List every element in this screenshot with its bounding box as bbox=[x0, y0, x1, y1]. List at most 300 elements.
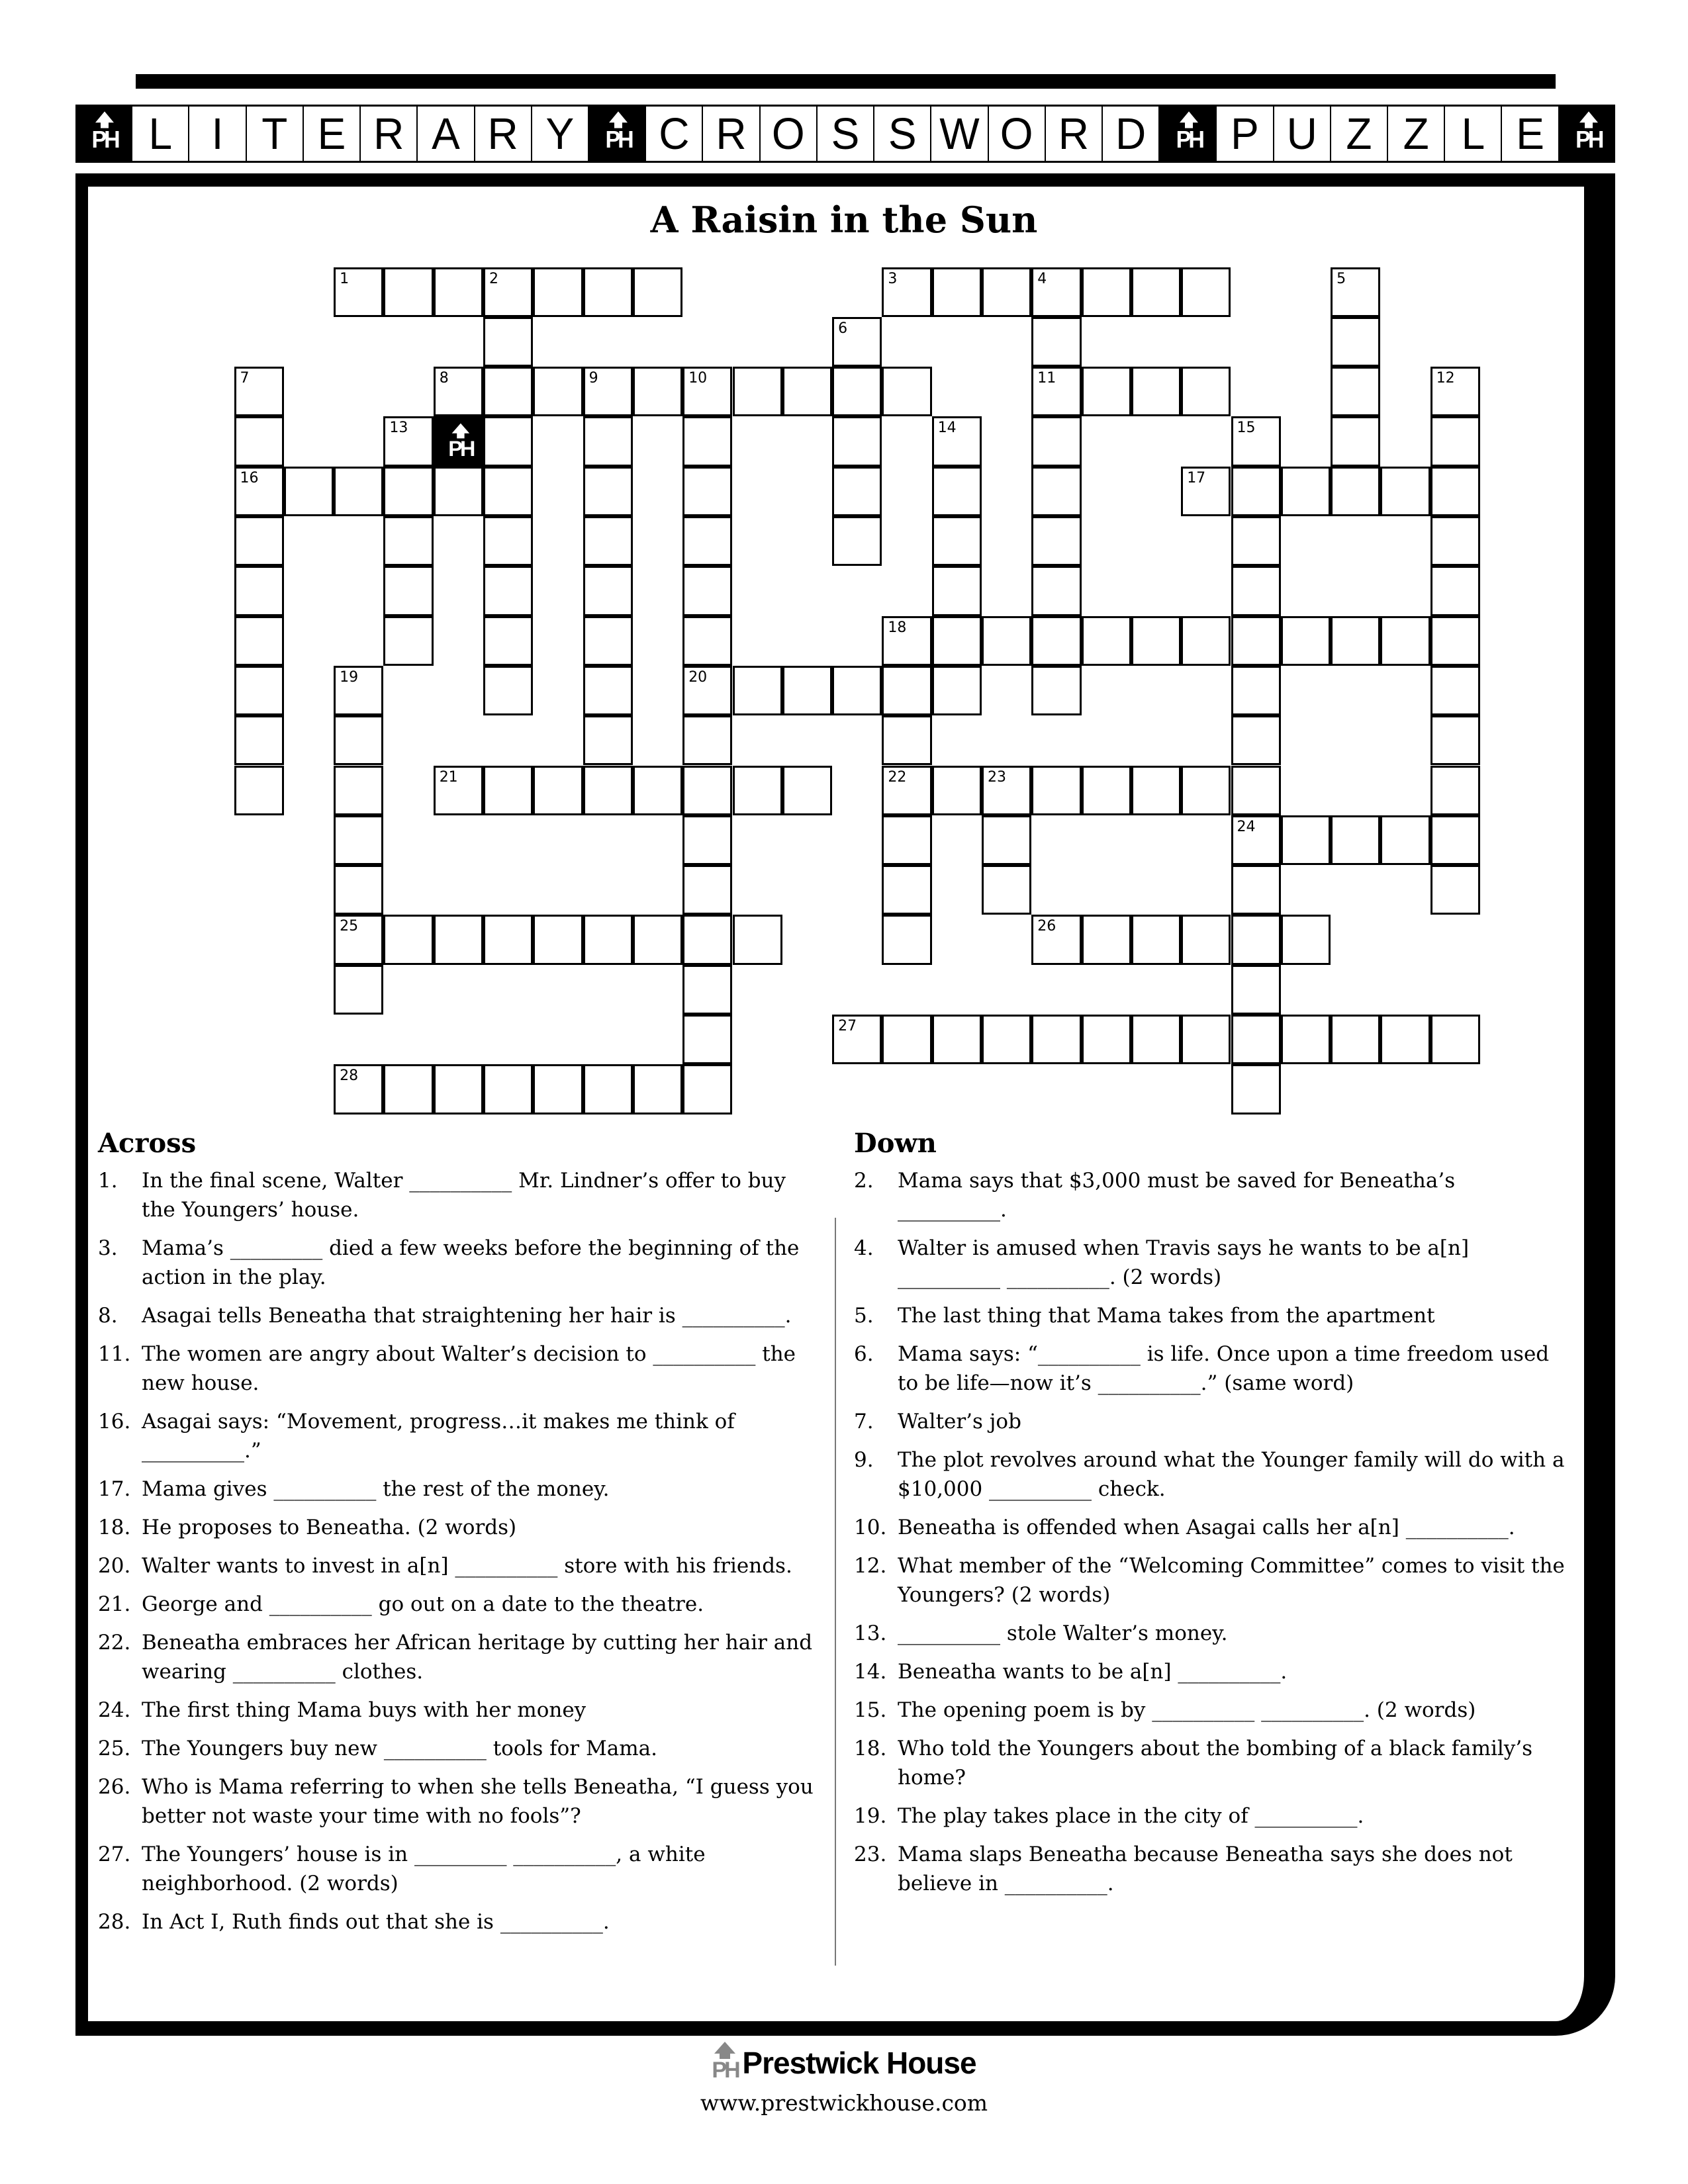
grid-cell[interactable] bbox=[1231, 566, 1281, 615]
grid-cell[interactable] bbox=[383, 267, 433, 317]
grid-cell[interactable] bbox=[832, 467, 882, 516]
clue-num: 26. bbox=[98, 1775, 131, 1799]
clue-num: 20. bbox=[98, 1554, 131, 1578]
across-heading: Across bbox=[98, 1128, 197, 1159]
grid-cell[interactable] bbox=[1380, 815, 1430, 865]
grid-cell[interactable] bbox=[1082, 766, 1131, 815]
grid-cell[interactable] bbox=[483, 317, 533, 367]
grid-cell[interactable] bbox=[633, 367, 682, 416]
grid-cell[interactable] bbox=[1430, 1015, 1480, 1064]
grid-cell[interactable] bbox=[1331, 267, 1380, 317]
grid-cell[interactable] bbox=[1031, 516, 1081, 566]
grid-cell[interactable] bbox=[1131, 915, 1181, 964]
grid-cell[interactable] bbox=[882, 267, 931, 317]
banner-letter-tile: L bbox=[1444, 105, 1501, 162]
ph-logo-icon: PH bbox=[90, 111, 117, 156]
clue-text: Who is Mama referring to when she tells Beneatha, “I guess you better not waste your time with no fools”? bbox=[142, 1775, 814, 1828]
clue-num: 14. bbox=[854, 1660, 887, 1684]
grid-cell[interactable] bbox=[334, 915, 383, 964]
grid-cell[interactable] bbox=[932, 616, 982, 666]
clue-number: 13 bbox=[389, 420, 408, 437]
grid-cell[interactable] bbox=[483, 915, 533, 964]
grid-cell[interactable] bbox=[1131, 367, 1181, 416]
grid-cell[interactable] bbox=[533, 766, 583, 815]
clue-text: The first thing Mama buys with her money bbox=[142, 1698, 586, 1722]
down-clue-list bbox=[854, 1166, 1569, 1898]
grid-cell[interactable] bbox=[1331, 367, 1380, 416]
clue-number: 9 bbox=[588, 370, 598, 387]
grid-cell[interactable] bbox=[583, 666, 633, 715]
banner-logo-tile bbox=[1558, 105, 1615, 162]
grid-cell[interactable] bbox=[682, 1064, 732, 1114]
down-clue-15 bbox=[854, 1696, 1569, 1725]
grid-cell[interactable] bbox=[1380, 467, 1430, 516]
grid-cell[interactable] bbox=[832, 666, 882, 715]
grid-cell[interactable] bbox=[932, 467, 982, 516]
clue-text: Beneatha is offended when Asagai calls her a[n] __________. bbox=[898, 1516, 1515, 1539]
grid-cell[interactable] bbox=[334, 467, 383, 516]
grid-cell[interactable] bbox=[234, 766, 284, 815]
grid-cell[interactable] bbox=[932, 766, 982, 815]
clue-num: 3. bbox=[98, 1236, 118, 1260]
clue-number: 11 bbox=[1037, 370, 1056, 387]
grid-cell[interactable] bbox=[1430, 715, 1480, 765]
grid-cell[interactable] bbox=[583, 715, 633, 765]
banner-letter-tile: A bbox=[416, 105, 473, 162]
grid-cell[interactable] bbox=[1231, 1064, 1281, 1114]
grid-cell[interactable] bbox=[483, 666, 533, 715]
across-clue-25 bbox=[98, 1734, 820, 1763]
grid-cell[interactable] bbox=[882, 915, 931, 964]
grid-cell[interactable] bbox=[1181, 915, 1231, 964]
clue-number: 2 bbox=[489, 270, 498, 287]
grid-cell[interactable] bbox=[782, 766, 832, 815]
clue-num: 17. bbox=[98, 1477, 131, 1501]
grid-cell[interactable] bbox=[682, 467, 732, 516]
grid-cell[interactable] bbox=[1231, 516, 1281, 566]
grid-cell[interactable] bbox=[1430, 616, 1480, 666]
grid-cell[interactable] bbox=[533, 915, 583, 964]
clue-num: 6. bbox=[854, 1342, 874, 1366]
grid-cell[interactable] bbox=[1430, 367, 1480, 416]
down-clues bbox=[854, 1125, 1569, 1907]
grid-cell[interactable] bbox=[434, 267, 483, 317]
banner-letter-tile: E bbox=[303, 105, 359, 162]
clue-text: The opening poem is by __________ __________. (2 words) bbox=[898, 1698, 1476, 1722]
clue-number: 8 bbox=[439, 370, 449, 387]
grid-cell[interactable] bbox=[483, 566, 533, 615]
grid-cell[interactable] bbox=[334, 865, 383, 915]
grid-cell[interactable] bbox=[633, 766, 682, 815]
grid-cell[interactable] bbox=[234, 715, 284, 765]
grid-cell[interactable] bbox=[483, 267, 533, 317]
grid-cell[interactable] bbox=[882, 865, 931, 915]
clue-num: 11. bbox=[98, 1342, 131, 1366]
banner-letter-tile: Y bbox=[531, 105, 588, 162]
grid-cell[interactable] bbox=[1181, 766, 1231, 815]
grid-cell[interactable] bbox=[1430, 516, 1480, 566]
down-clue-10 bbox=[854, 1513, 1569, 1542]
down-clue-18 bbox=[854, 1734, 1569, 1792]
grid-cell[interactable] bbox=[533, 267, 583, 317]
grid-cell[interactable] bbox=[1181, 367, 1231, 416]
grid-cell[interactable] bbox=[383, 516, 433, 566]
grid-cell[interactable] bbox=[832, 416, 882, 466]
grid-cell[interactable] bbox=[932, 566, 982, 615]
grid-cell[interactable] bbox=[1031, 766, 1081, 815]
grid-cell[interactable] bbox=[882, 666, 931, 715]
across-clue-list bbox=[98, 1166, 820, 1936]
grid-cell[interactable] bbox=[682, 1015, 732, 1064]
down-clue-14 bbox=[854, 1657, 1569, 1686]
footer-url[interactable]: www.prestwickhouse.com bbox=[700, 2090, 988, 2116]
grid-cell[interactable] bbox=[1430, 467, 1480, 516]
clue-text: __________ stole Walter’s money. bbox=[898, 1621, 1228, 1645]
across-clue-22 bbox=[98, 1628, 820, 1686]
clue-text: Walter is amused when Travis says he wants to be a[n] __________ __________. (2 words) bbox=[898, 1236, 1470, 1289]
grid-cell[interactable] bbox=[832, 516, 882, 566]
grid-cell[interactable] bbox=[1281, 915, 1331, 964]
grid-cell[interactable] bbox=[682, 416, 732, 466]
grid-cell[interactable] bbox=[1082, 267, 1131, 317]
clue-num: 21. bbox=[98, 1592, 131, 1616]
down-clue-9 bbox=[854, 1445, 1569, 1504]
clue-num: 24. bbox=[98, 1698, 131, 1722]
grid-cell[interactable] bbox=[982, 815, 1031, 865]
grid-cell[interactable] bbox=[1131, 616, 1181, 666]
grid-cell[interactable] bbox=[1181, 1015, 1231, 1064]
grid-cell[interactable] bbox=[882, 616, 931, 666]
ph-logo-icon: PH bbox=[1174, 111, 1201, 156]
down-clue-2 bbox=[854, 1166, 1569, 1224]
grid-cell[interactable] bbox=[1281, 467, 1331, 516]
clue-num: 4. bbox=[854, 1236, 874, 1260]
clue-text: Mama says that $3,000 must be saved for Beneatha’s __________. bbox=[898, 1169, 1456, 1222]
grid-cell[interactable] bbox=[1131, 267, 1181, 317]
grid-cell[interactable] bbox=[682, 766, 732, 815]
grid-cell[interactable] bbox=[633, 915, 682, 964]
grid-cell[interactable] bbox=[1281, 616, 1331, 666]
grid-cell[interactable] bbox=[1082, 1015, 1131, 1064]
grid-cell[interactable] bbox=[1031, 616, 1081, 666]
grid-cell[interactable] bbox=[1231, 965, 1281, 1015]
clue-text: In the final scene, Walter __________ Mr. Lindner’s offer to buy the Youngers’ house. bbox=[142, 1169, 786, 1222]
grid-cell[interactable] bbox=[334, 815, 383, 865]
grid-cell[interactable] bbox=[1380, 616, 1430, 666]
banner-letter-tile: C bbox=[645, 105, 702, 162]
grid-cell[interactable] bbox=[1331, 815, 1380, 865]
grid-cell[interactable] bbox=[383, 416, 433, 466]
grid-cell[interactable] bbox=[1031, 467, 1081, 516]
grid-cell[interactable] bbox=[383, 616, 433, 666]
grid-cell[interactable] bbox=[682, 965, 732, 1015]
grid-cell[interactable] bbox=[682, 915, 732, 964]
grid-cell[interactable] bbox=[1231, 865, 1281, 915]
clue-number: 22 bbox=[888, 768, 907, 786]
grid-cell[interactable] bbox=[982, 616, 1031, 666]
grid-cell[interactable] bbox=[1181, 467, 1231, 516]
grid-cell[interactable] bbox=[334, 666, 383, 715]
grid-cell[interactable] bbox=[1331, 616, 1380, 666]
clue-text: Mama slaps Beneatha because Beneatha says she does not believe in __________. bbox=[898, 1843, 1513, 1895]
grid-cell[interactable] bbox=[334, 766, 383, 815]
grid-cell[interactable] bbox=[583, 566, 633, 615]
grid-cell[interactable] bbox=[483, 516, 533, 566]
grid-cell[interactable] bbox=[633, 1064, 682, 1114]
grid-cell[interactable] bbox=[1430, 566, 1480, 615]
across-clue-28 bbox=[98, 1907, 820, 1936]
banner-letter-tile: D bbox=[1102, 105, 1158, 162]
grid-cell[interactable] bbox=[483, 616, 533, 666]
grid-cell[interactable] bbox=[334, 267, 383, 317]
down-clue-5 bbox=[854, 1301, 1569, 1330]
clue-number: 12 bbox=[1436, 370, 1455, 387]
grid-cell[interactable] bbox=[434, 467, 483, 516]
grid-cell[interactable] bbox=[932, 516, 982, 566]
grid-cell[interactable] bbox=[682, 516, 732, 566]
clue-num: 9. bbox=[854, 1448, 874, 1472]
grid-cell[interactable] bbox=[383, 1064, 433, 1114]
grid-cell[interactable] bbox=[1430, 416, 1480, 466]
clue-number: 7 bbox=[240, 370, 250, 387]
grid-cell[interactable] bbox=[234, 666, 284, 715]
grid-cell[interactable] bbox=[682, 566, 732, 615]
banner-letter-tile: T bbox=[246, 105, 303, 162]
grid-cell[interactable] bbox=[1082, 367, 1131, 416]
grid-cell[interactable] bbox=[383, 915, 433, 964]
grid-cell[interactable] bbox=[682, 815, 732, 865]
grid-cell[interactable] bbox=[1231, 815, 1281, 865]
clue-text: George and __________ go out on a date to the theatre. bbox=[142, 1592, 704, 1616]
clue-number: 6 bbox=[838, 320, 848, 337]
grid-cell[interactable] bbox=[832, 1015, 882, 1064]
grid-cell[interactable] bbox=[483, 467, 533, 516]
clue-number: 10 bbox=[688, 370, 708, 387]
clue-text: Beneatha wants to be a[n] __________. bbox=[898, 1660, 1288, 1684]
grid-cell[interactable] bbox=[583, 367, 633, 416]
grid-cell[interactable] bbox=[533, 367, 583, 416]
grid-cell[interactable] bbox=[982, 865, 1031, 915]
grid-cell[interactable] bbox=[882, 367, 931, 416]
grid-cell[interactable] bbox=[882, 815, 931, 865]
grid-cell[interactable] bbox=[1231, 766, 1281, 815]
across-clue-1 bbox=[98, 1166, 820, 1224]
grid-cell[interactable] bbox=[932, 666, 982, 715]
grid-cell[interactable] bbox=[982, 766, 1031, 815]
clue-num: 18. bbox=[854, 1737, 887, 1760]
clue-text: The women are angry about Walter’s decision to __________ the new house. bbox=[142, 1342, 796, 1395]
grid-cell[interactable] bbox=[1031, 416, 1081, 466]
grid-cell[interactable] bbox=[1231, 666, 1281, 715]
clue-number: 3 bbox=[888, 270, 898, 287]
grid-cell[interactable] bbox=[733, 367, 782, 416]
grid-cell[interactable] bbox=[234, 566, 284, 615]
clue-num: 1. bbox=[98, 1169, 118, 1193]
clue-text: He proposes to Beneatha. (2 words) bbox=[142, 1516, 517, 1539]
grid-cell[interactable] bbox=[583, 1064, 633, 1114]
grid-cell[interactable] bbox=[583, 516, 633, 566]
across-clues bbox=[98, 1125, 820, 1946]
grid-cell[interactable] bbox=[1031, 1015, 1081, 1064]
grid-cell[interactable] bbox=[1281, 1015, 1331, 1064]
grid-cell[interactable] bbox=[682, 616, 732, 666]
grid-cell[interactable] bbox=[882, 715, 931, 765]
grid-cell[interactable] bbox=[483, 416, 533, 466]
grid-cell[interactable] bbox=[234, 467, 284, 516]
grid-cell[interactable] bbox=[733, 766, 782, 815]
grid-cell[interactable] bbox=[334, 715, 383, 765]
grid-cell[interactable] bbox=[682, 367, 732, 416]
grid-cell[interactable] bbox=[483, 1064, 533, 1114]
clue-number: 25 bbox=[340, 918, 359, 935]
grid-cell[interactable] bbox=[1031, 666, 1081, 715]
clue-text: In Act I, Ruth finds out that she is __________. bbox=[142, 1910, 610, 1934]
grid-cell[interactable] bbox=[483, 766, 533, 815]
grid-cell[interactable] bbox=[1430, 666, 1480, 715]
grid-cell[interactable] bbox=[383, 566, 433, 615]
grid-cell[interactable] bbox=[1231, 616, 1281, 666]
grid-cell[interactable] bbox=[832, 317, 882, 367]
grid-cell[interactable] bbox=[383, 467, 433, 516]
grid-cell[interactable] bbox=[633, 267, 682, 317]
clue-text: Mama’s _________ died a few weeks before the beginning of the action in the play. bbox=[142, 1236, 800, 1289]
grid-cell[interactable] bbox=[284, 467, 334, 516]
clue-number: 15 bbox=[1237, 420, 1256, 437]
clue-text: Mama gives __________ the rest of the money. bbox=[142, 1477, 610, 1501]
clue-num: 8. bbox=[98, 1304, 118, 1328]
banner-letter-tile: U bbox=[1273, 105, 1330, 162]
grid-cell[interactable] bbox=[932, 416, 982, 466]
logo-block-cell bbox=[434, 416, 483, 466]
clue-text: Mama says: “__________ is life. Once upon a time freedom used to be life—now it’s __________.” (same word) bbox=[898, 1342, 1550, 1395]
grid-cell[interactable] bbox=[932, 267, 982, 317]
grid-cell[interactable] bbox=[1231, 915, 1281, 964]
grid-cell[interactable] bbox=[882, 766, 931, 815]
across-clue-16 bbox=[98, 1407, 820, 1465]
grid-cell[interactable] bbox=[1331, 467, 1380, 516]
grid-cell[interactable] bbox=[682, 865, 732, 915]
banner-letter-tile: R bbox=[1045, 105, 1102, 162]
grid-cell[interactable] bbox=[583, 915, 633, 964]
grid-cell[interactable] bbox=[982, 267, 1031, 317]
across-clue-24 bbox=[98, 1696, 820, 1725]
across-clue-18 bbox=[98, 1513, 820, 1542]
grid-cell[interactable] bbox=[932, 1015, 982, 1064]
prestwick-house-brand[interactable] bbox=[712, 2042, 976, 2083]
grid-cell[interactable] bbox=[682, 715, 732, 765]
grid-cell[interactable] bbox=[1031, 317, 1081, 367]
grid-cell[interactable] bbox=[483, 367, 533, 416]
clue-num: 19. bbox=[854, 1804, 887, 1828]
grid-cell[interactable] bbox=[733, 915, 782, 964]
grid-cell[interactable] bbox=[1231, 1015, 1281, 1064]
grid-cell[interactable] bbox=[832, 367, 882, 416]
grid-cell[interactable] bbox=[1082, 915, 1131, 964]
grid-cell[interactable] bbox=[1430, 766, 1480, 815]
clue-num: 5. bbox=[854, 1304, 874, 1328]
grid-cell[interactable] bbox=[1031, 566, 1081, 615]
banner-letter-tile: I bbox=[188, 105, 245, 162]
grid-cell[interactable] bbox=[234, 367, 284, 416]
grid-cell[interactable] bbox=[583, 467, 633, 516]
grid-cell[interactable] bbox=[1181, 616, 1231, 666]
grid-cell[interactable] bbox=[1131, 1015, 1181, 1064]
grid-cell[interactable] bbox=[1131, 766, 1181, 815]
grid-cell[interactable] bbox=[782, 666, 832, 715]
grid-cell[interactable] bbox=[434, 766, 483, 815]
grid-cell[interactable] bbox=[234, 416, 284, 466]
grid-cell[interactable] bbox=[1331, 317, 1380, 367]
grid-cell[interactable] bbox=[1082, 616, 1131, 666]
clue-num: 22. bbox=[98, 1631, 131, 1655]
banner-letter-tile: O bbox=[759, 105, 816, 162]
clue-number: 1 bbox=[340, 270, 350, 287]
clue-num: 18. bbox=[98, 1516, 131, 1539]
grid-cell[interactable] bbox=[533, 1064, 583, 1114]
grid-cell[interactable] bbox=[1231, 715, 1281, 765]
grid-cell[interactable] bbox=[1331, 416, 1380, 466]
grid-cell[interactable] bbox=[1031, 367, 1081, 416]
grid-cell[interactable] bbox=[882, 1015, 931, 1064]
grid-cell[interactable] bbox=[682, 666, 732, 715]
grid-cell[interactable] bbox=[1231, 416, 1281, 466]
grid-cell[interactable] bbox=[234, 616, 284, 666]
grid-cell[interactable] bbox=[434, 367, 483, 416]
banner-logo-tile bbox=[75, 105, 131, 162]
across-clue-26 bbox=[98, 1772, 820, 1831]
footer-logo bbox=[0, 2042, 1688, 2083]
clue-number: 18 bbox=[888, 619, 907, 636]
grid-cell[interactable] bbox=[1430, 815, 1480, 865]
grid-cell[interactable] bbox=[234, 516, 284, 566]
grid-cell[interactable] bbox=[583, 616, 633, 666]
grid-cell[interactable] bbox=[733, 666, 782, 715]
grid-cell[interactable] bbox=[1031, 915, 1081, 964]
grid-cell[interactable] bbox=[1380, 1015, 1430, 1064]
clue-number: 17 bbox=[1187, 469, 1206, 486]
clue-number: 23 bbox=[988, 768, 1006, 786]
grid-cell[interactable] bbox=[982, 1015, 1031, 1064]
down-clue-7 bbox=[854, 1407, 1569, 1436]
across-clue-17 bbox=[98, 1475, 820, 1504]
banner-logo-tile bbox=[1158, 105, 1215, 162]
grid-cell[interactable] bbox=[1231, 467, 1281, 516]
grid-cell[interactable] bbox=[434, 1064, 483, 1114]
grid-cell[interactable] bbox=[1181, 267, 1231, 317]
clue-num: 2. bbox=[854, 1169, 874, 1193]
grid-cell[interactable] bbox=[583, 766, 633, 815]
grid-cell[interactable] bbox=[782, 367, 832, 416]
clue-text: Asagai tells Beneatha that straightening her hair is __________. bbox=[142, 1304, 792, 1328]
grid-cell[interactable] bbox=[1430, 865, 1480, 915]
grid-cell[interactable] bbox=[1281, 815, 1331, 865]
grid-cell[interactable] bbox=[1331, 1015, 1380, 1064]
grid-cell[interactable] bbox=[583, 267, 633, 317]
grid-cell[interactable] bbox=[434, 915, 483, 964]
clue-num: 7. bbox=[854, 1410, 874, 1433]
grid-cell[interactable] bbox=[1031, 267, 1081, 317]
grid-cell[interactable] bbox=[334, 965, 383, 1015]
clue-number: 21 bbox=[439, 768, 458, 786]
clue-num: 27. bbox=[98, 1843, 131, 1866]
brand-name: Prestwick House bbox=[742, 2046, 976, 2080]
grid-cell[interactable] bbox=[583, 416, 633, 466]
grid-cell[interactable] bbox=[334, 1064, 383, 1114]
down-clue-19 bbox=[854, 1801, 1569, 1831]
ph-logo-icon: PH bbox=[604, 111, 630, 156]
clue-number: 19 bbox=[340, 668, 359, 686]
down-clue-6 bbox=[854, 1340, 1569, 1398]
